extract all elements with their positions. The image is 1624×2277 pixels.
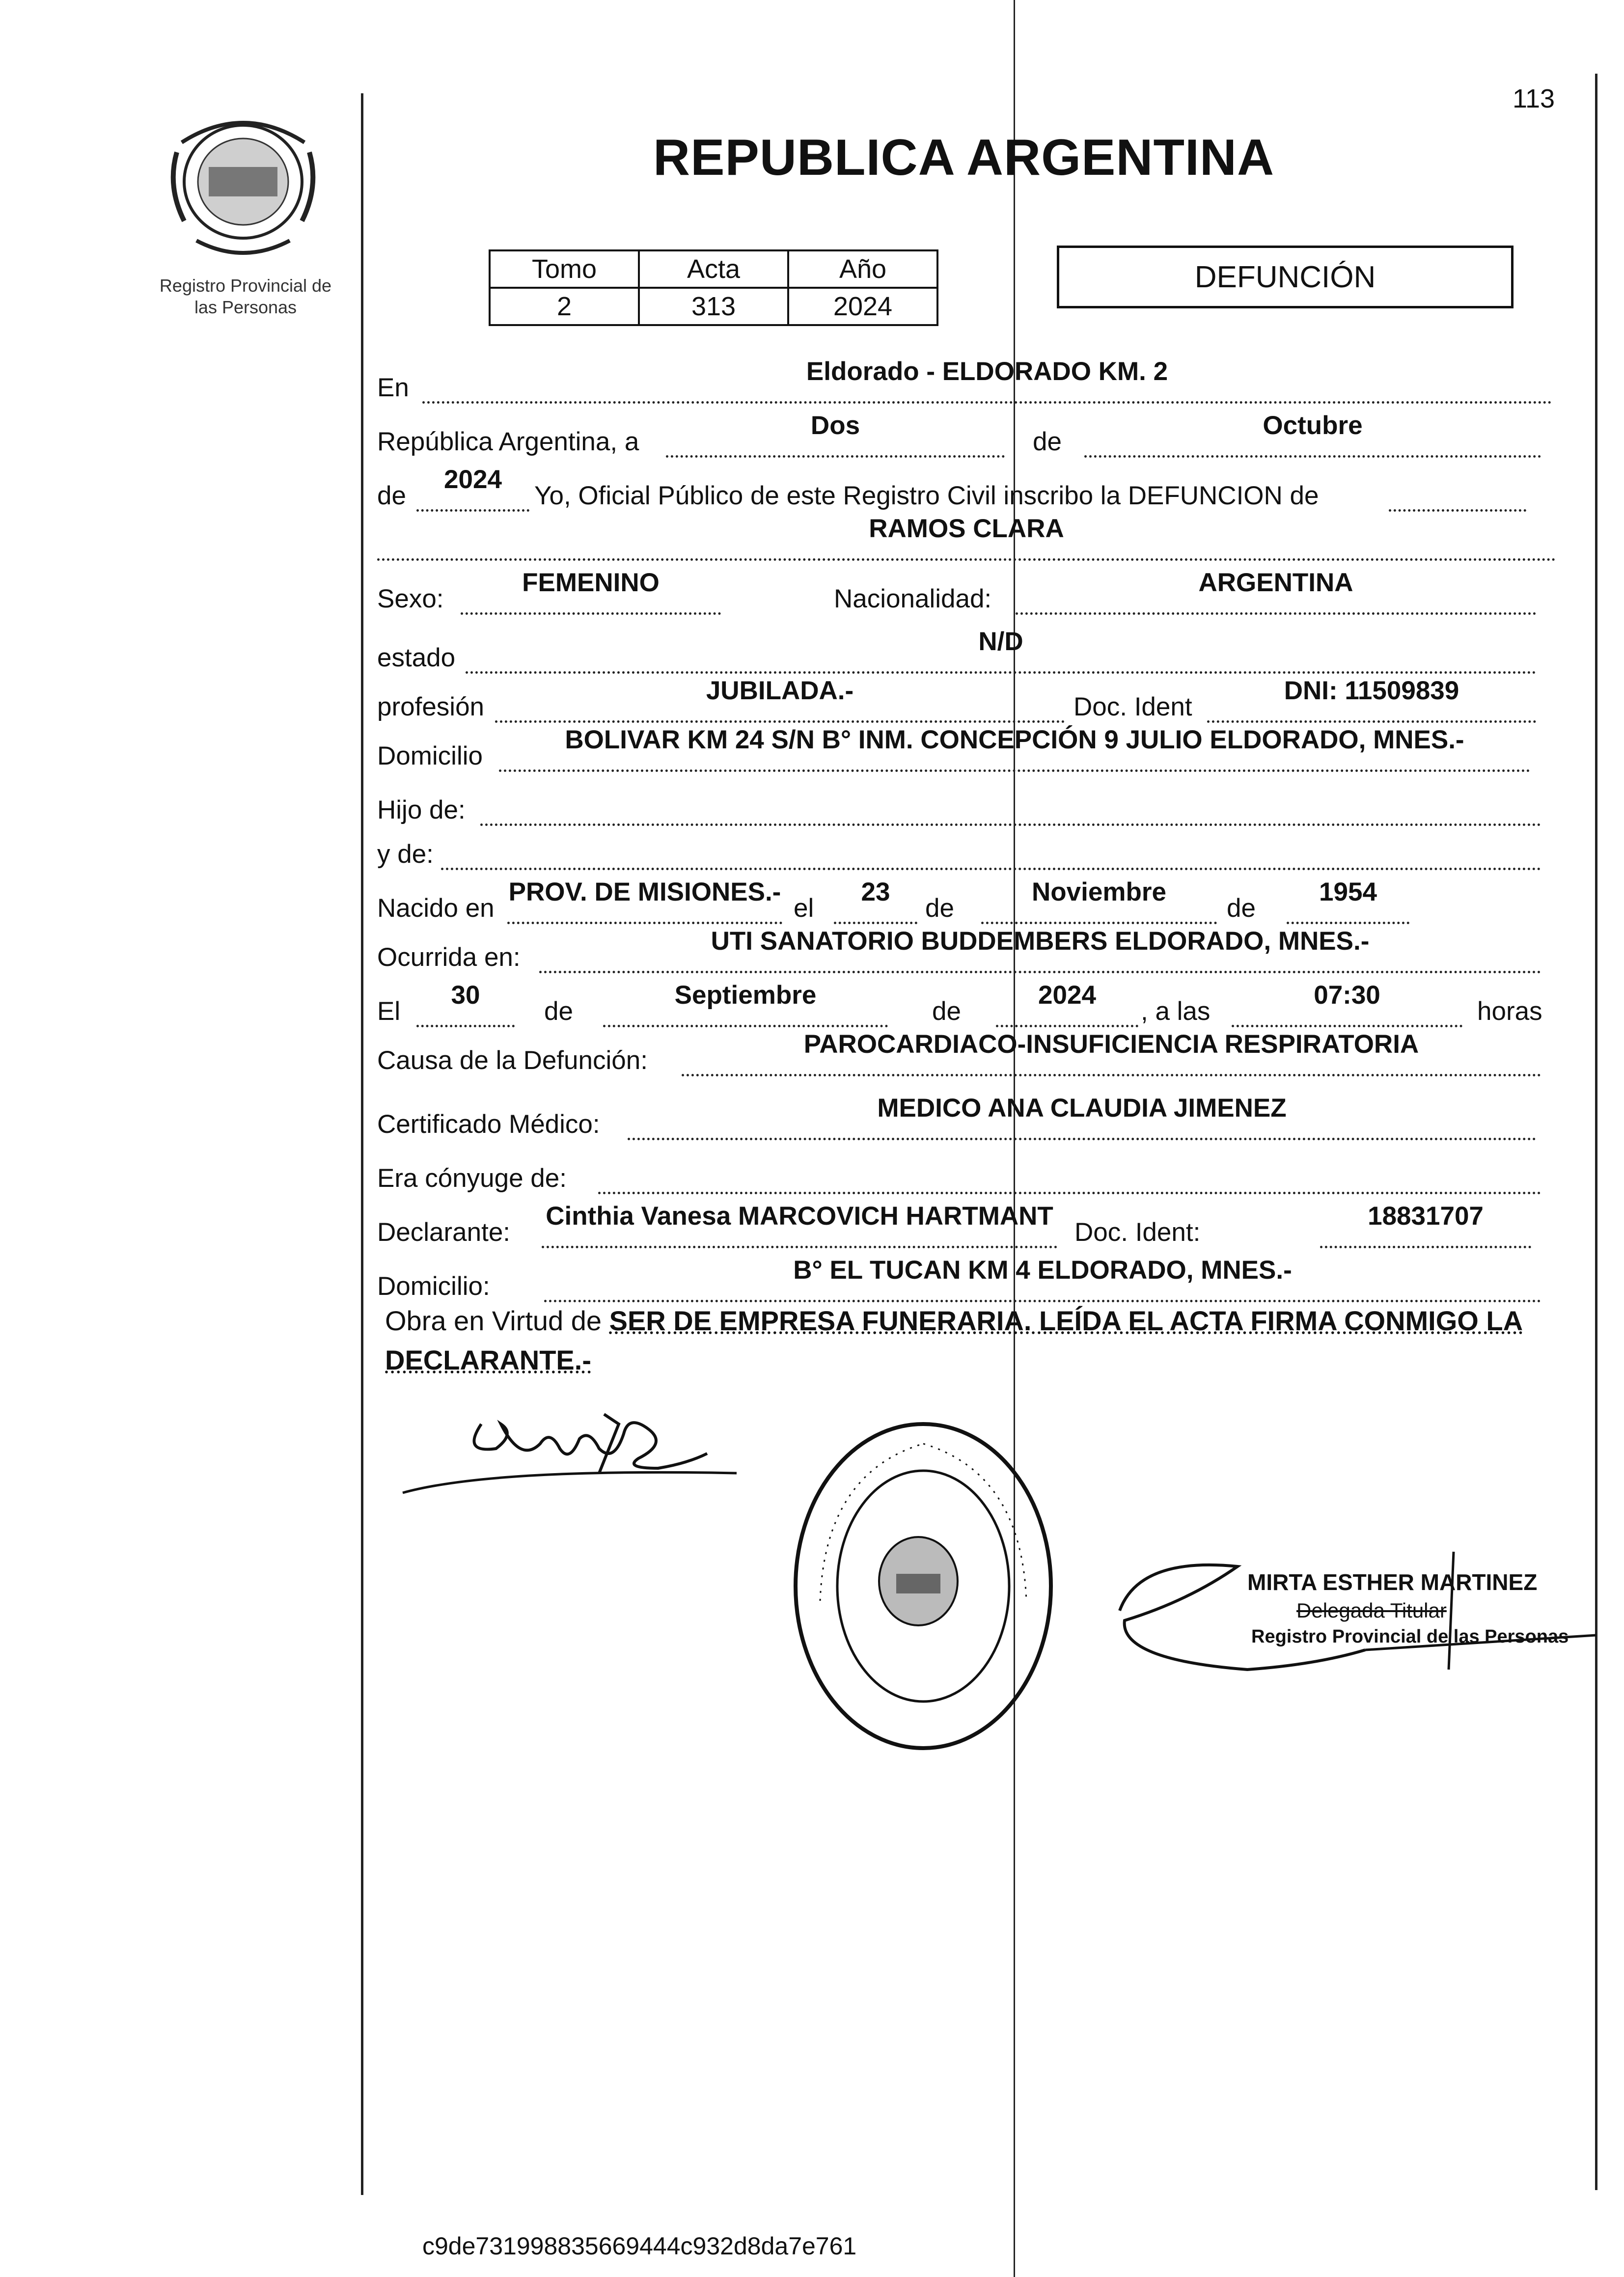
document-hash: c9de731998835669444c932d8da7e761: [422, 2232, 857, 2260]
causa-field: PAROCARDIACO-INSUFICIENCIA RESPIRATORIA: [682, 1045, 1541, 1076]
sexo-label: Sexo:: [377, 584, 444, 613]
deceased-name-line: [377, 514, 1556, 570]
provincial-seal-icon: [162, 108, 324, 255]
place-field: Eldorado - ELDORADO KM. 2: [422, 373, 1552, 404]
official-title: Delegada Titular: [1296, 1599, 1447, 1622]
month-field: Octubre: [1084, 427, 1541, 458]
table-row: [490, 288, 937, 325]
birth-month-field: Noviembre: [981, 893, 1217, 924]
domicilio-field: BOLIVAR KM 24 S/N B° INM. CONCEPCIÓN 9 JULIO ELDORADO, MNES.-: [499, 741, 1530, 772]
oficial-fill: [1389, 481, 1526, 512]
de-label: de: [377, 481, 406, 510]
el-label: El: [377, 997, 401, 1026]
nacionalidad-field: ARGENTINA: [1016, 584, 1536, 615]
ocurrida-line: [377, 927, 1556, 982]
hijo-label: Hijo de:: [377, 796, 466, 824]
a-las-label: , a las: [1141, 997, 1211, 1026]
el-label: el: [794, 894, 814, 923]
tomo-acta-year-table: [489, 249, 938, 326]
declarante-doc-label: Doc. Ident:: [1074, 1218, 1201, 1247]
death-year-field: 2024: [996, 996, 1138, 1027]
left-margin-line: [361, 93, 363, 2195]
table-cell: 2: [490, 288, 639, 325]
obra-text: SER DE EMPRESA FUNERARIA. LEÍDA EL ACTA FIRMA CONMIGO LA DECLARANTE.-: [385, 1305, 1523, 1375]
death-time-field: 07:30: [1232, 996, 1462, 1027]
sexo-field: FEMENINO: [461, 584, 721, 615]
conyuge-field: [598, 1163, 1541, 1194]
conyuge-line: [377, 1159, 1556, 1203]
official-name: MIRTA ESTHER MARTINEZ: [1247, 1569, 1538, 1595]
year-field: 2024: [416, 481, 529, 512]
doc-ident-field: DNI: 11509839: [1207, 692, 1536, 723]
birth-day-field: 23: [834, 893, 917, 924]
place-line: [377, 357, 1556, 412]
sexo-line: [377, 568, 1556, 624]
causa-line: [377, 1030, 1556, 1085]
declarante-domicilio-label: Domicilio:: [377, 1272, 490, 1301]
record-type-box: DEFUNCIÓN: [1057, 246, 1514, 308]
de-label: de: [925, 894, 954, 923]
office-stamp-icon: [786, 1414, 1061, 1758]
page-title: REPUBLICA ARGENTINA: [653, 129, 1275, 186]
horas-label: horas: [1477, 997, 1542, 1026]
obra-label: Obra en Virtud de: [385, 1305, 602, 1336]
certificado-line: [377, 1094, 1556, 1149]
date-line: [377, 411, 1556, 466]
day-field: Dos: [666, 427, 1005, 458]
hijo-line: [377, 791, 1556, 835]
death-month-field: Septiembre: [603, 996, 888, 1027]
estado-field: N/D: [466, 643, 1536, 674]
table-cell: 2024: [788, 288, 937, 325]
declarante-line: [377, 1202, 1556, 1257]
de-label: de: [1033, 427, 1062, 456]
conyuge-label: Era cónyuge de:: [377, 1164, 567, 1193]
table-header-cell: Tomo: [490, 250, 639, 288]
table-header-row: [490, 250, 937, 288]
declarant-signature-icon: [393, 1395, 746, 1512]
declarante-label: Declarante:: [377, 1218, 511, 1247]
yde-label: y de:: [377, 840, 434, 869]
obra-paragraph: [385, 1301, 1598, 1380]
ocurrida-label: Ocurrida en:: [377, 943, 521, 972]
republic-label: República Argentina, a: [377, 427, 639, 456]
hijo-field: [480, 795, 1541, 826]
oficial-text: Yo, Oficial Público de este Registro Civil inscribo la DEFUNCION de: [534, 481, 1319, 510]
en-label: En: [377, 373, 409, 402]
deceased-name-field: RAMOS CLARA: [377, 530, 1556, 561]
registry-caption: Registro Provincial de las Personas: [159, 275, 332, 317]
death-day-field: 30: [416, 996, 515, 1027]
right-margin-line: [1595, 74, 1597, 2190]
certificado-label: Certificado Médico:: [377, 1110, 600, 1139]
de-label: de: [544, 997, 573, 1026]
declarante-field: Cinthia Vanesa MARCOVICH HARTMANT: [542, 1217, 1057, 1248]
profesion-field: JUBILADA.-: [495, 692, 1065, 723]
certificado-field: MEDICO ANA CLAUDIA JIMENEZ: [628, 1109, 1536, 1140]
official-registry: Registro Provincial de las Personas: [1251, 1626, 1569, 1647]
declarante-domicilio-field: B° EL TUCAN KM 4 ELDORADO, MNES.-: [544, 1271, 1541, 1302]
birth-year-field: 1954: [1287, 893, 1409, 924]
declarante-doc-field: 18831707: [1320, 1217, 1531, 1248]
page-number: 113: [1513, 84, 1555, 113]
table-cell: 313: [639, 288, 788, 325]
table-header-cell: Acta: [639, 250, 788, 288]
domicilio-line: [377, 725, 1556, 781]
domicilio-label: Domicilio: [377, 741, 483, 770]
nacionalidad-label: Nacionalidad:: [834, 584, 992, 613]
profesion-label: profesión: [377, 692, 485, 721]
nacido-en-field: PROV. DE MISIONES.-: [507, 893, 782, 924]
estado-label: estado: [377, 643, 456, 672]
ocurrida-field: UTI SANATORIO BUDDEMBERS ELDORADO, MNES.-: [539, 942, 1541, 973]
yde-field: [441, 839, 1541, 870]
de-label: de: [1227, 894, 1256, 923]
de-label: de: [932, 997, 961, 1026]
causa-label: Causa de la Defunción:: [377, 1046, 648, 1075]
yde-line: [377, 835, 1556, 879]
nacido-label: Nacido en: [377, 894, 495, 923]
doc-ident-label: Doc. Ident: [1073, 692, 1192, 721]
table-header-cell: Año: [788, 250, 937, 288]
